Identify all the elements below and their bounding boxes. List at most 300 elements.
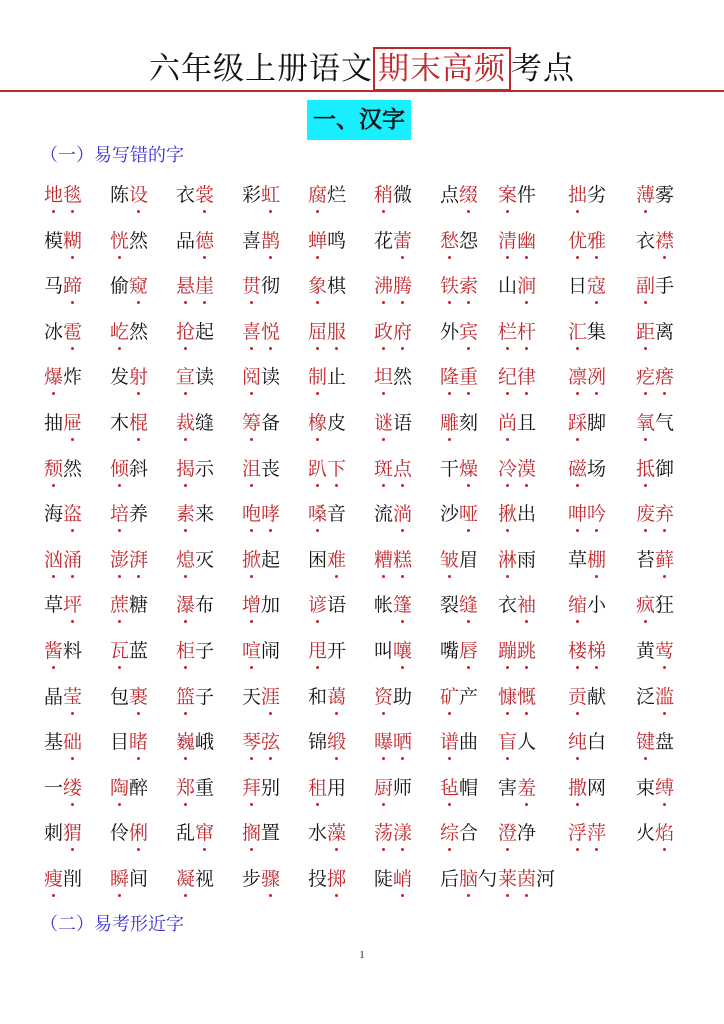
character: 备 bbox=[261, 411, 281, 434]
character: 止 bbox=[327, 366, 347, 389]
word-item bbox=[636, 222, 674, 260]
character: 然 bbox=[63, 457, 83, 480]
key-character: 窜 bbox=[195, 814, 214, 852]
key-character: 坦 bbox=[374, 358, 393, 396]
word-item bbox=[636, 769, 674, 807]
character: 读 bbox=[261, 366, 281, 389]
word-item bbox=[308, 586, 346, 624]
character: 河 bbox=[536, 867, 556, 890]
word-item bbox=[308, 860, 346, 898]
word-item bbox=[110, 860, 148, 898]
key-character: 尚 bbox=[498, 404, 517, 442]
key-character: 贡 bbox=[568, 678, 587, 716]
key-character: 优 bbox=[568, 222, 587, 260]
character: 场 bbox=[587, 457, 607, 480]
word-item bbox=[374, 267, 412, 305]
key-character: 莹 bbox=[63, 678, 82, 716]
key-character: 跳 bbox=[517, 632, 536, 670]
word-item bbox=[374, 586, 412, 624]
character: 天 bbox=[242, 685, 262, 708]
word-item bbox=[308, 814, 346, 852]
key-character: 倾 bbox=[110, 450, 129, 488]
character: 气 bbox=[655, 411, 675, 434]
character: 点 bbox=[440, 184, 460, 206]
word-grid bbox=[44, 176, 724, 906]
key-character: 纯 bbox=[568, 723, 587, 761]
word-item bbox=[374, 814, 412, 852]
key-character: 糟 bbox=[374, 541, 393, 579]
key-character: 稍 bbox=[374, 176, 393, 214]
word-row bbox=[44, 313, 724, 359]
character: 发 bbox=[110, 366, 130, 389]
word-item bbox=[176, 860, 214, 898]
key-character: 漠 bbox=[517, 450, 536, 488]
character: 衣 bbox=[636, 229, 656, 252]
title-part-1: 六年级上册语文 bbox=[149, 51, 373, 87]
word-item bbox=[242, 632, 280, 670]
word-item bbox=[242, 495, 280, 533]
key-character: 抵 bbox=[636, 450, 655, 488]
key-character: 瞬 bbox=[110, 860, 129, 898]
key-character: 盲 bbox=[498, 723, 517, 761]
character: 喜 bbox=[242, 229, 262, 252]
character: 网 bbox=[587, 776, 607, 799]
key-character: 甩 bbox=[308, 632, 327, 670]
word-item bbox=[568, 450, 606, 488]
word-item bbox=[44, 313, 82, 351]
word-item bbox=[44, 632, 82, 670]
word-item bbox=[44, 176, 82, 214]
word-item bbox=[176, 404, 214, 442]
word-item bbox=[374, 723, 412, 761]
word-item bbox=[440, 814, 478, 852]
key-character: 踩 bbox=[568, 404, 587, 442]
key-character: 萍 bbox=[587, 814, 606, 852]
character: 乱 bbox=[176, 822, 196, 845]
word-item bbox=[568, 814, 606, 852]
word-item bbox=[110, 358, 148, 396]
key-character: 腐 bbox=[308, 176, 327, 214]
key-character: 射 bbox=[129, 358, 148, 396]
word-item bbox=[636, 404, 674, 442]
character: 且 bbox=[517, 411, 537, 434]
word-item bbox=[110, 267, 148, 305]
key-character: 缝 bbox=[459, 586, 478, 624]
word-item bbox=[44, 222, 82, 260]
key-character: 脑 bbox=[459, 860, 478, 898]
character: 合 bbox=[459, 822, 479, 845]
key-character: 皱 bbox=[440, 541, 459, 579]
word-item bbox=[498, 222, 536, 260]
word-item bbox=[242, 404, 280, 442]
word-item bbox=[568, 176, 606, 214]
word-item bbox=[110, 495, 148, 533]
word-item bbox=[440, 860, 497, 898]
character: 助 bbox=[393, 685, 413, 708]
character: 重 bbox=[195, 776, 215, 799]
word-item bbox=[374, 769, 412, 807]
character: 曲 bbox=[459, 731, 479, 754]
word-item bbox=[636, 176, 674, 214]
word-item bbox=[176, 814, 214, 852]
key-character: 杆 bbox=[517, 313, 536, 351]
key-character: 熄 bbox=[176, 541, 195, 579]
title-underline bbox=[0, 90, 724, 92]
character: 丧 bbox=[261, 457, 281, 480]
word-row bbox=[44, 769, 724, 815]
key-character: 吟 bbox=[587, 495, 606, 533]
character: 产 bbox=[459, 685, 479, 708]
key-character: 屹 bbox=[110, 313, 129, 351]
key-character: 雕 bbox=[440, 404, 459, 442]
word-item bbox=[176, 586, 214, 624]
word-item bbox=[242, 176, 280, 214]
character: 语 bbox=[393, 411, 413, 434]
key-character: 幽 bbox=[517, 222, 536, 260]
character: 间 bbox=[129, 867, 149, 890]
character: 雨 bbox=[517, 548, 537, 571]
word-item bbox=[110, 769, 148, 807]
character: 料 bbox=[63, 639, 83, 662]
key-character: 寇 bbox=[587, 267, 606, 305]
key-character: 俐 bbox=[129, 814, 148, 852]
word-item bbox=[176, 222, 214, 260]
word-item bbox=[44, 358, 82, 396]
character: 微 bbox=[393, 184, 413, 206]
key-character: 哑 bbox=[459, 495, 478, 533]
character: 彻 bbox=[261, 275, 281, 298]
word-item bbox=[110, 176, 148, 214]
key-character: 悦 bbox=[261, 313, 280, 351]
key-character: 哮 bbox=[261, 495, 280, 533]
word-item bbox=[242, 222, 280, 260]
character: 烂 bbox=[327, 184, 347, 206]
key-character: 爆 bbox=[44, 358, 63, 396]
key-character: 涧 bbox=[517, 267, 536, 305]
word-item bbox=[440, 404, 478, 442]
key-character: 撒 bbox=[568, 769, 587, 807]
character: 基 bbox=[44, 731, 64, 754]
word-item bbox=[440, 541, 478, 579]
key-character: 篷 bbox=[393, 586, 412, 624]
key-character: 废 bbox=[636, 495, 655, 533]
key-character: 揭 bbox=[176, 450, 195, 488]
character: 炸 bbox=[63, 366, 83, 389]
character: 白 bbox=[587, 731, 607, 754]
page-title bbox=[0, 46, 724, 92]
key-character: 服 bbox=[327, 313, 346, 351]
key-character: 喜 bbox=[242, 313, 261, 351]
key-character: 谚 bbox=[308, 586, 327, 624]
word-item bbox=[636, 632, 674, 670]
page-number: 1 bbox=[359, 950, 365, 961]
character: 晶 bbox=[44, 685, 64, 708]
character: 后 bbox=[440, 867, 460, 890]
word-item bbox=[44, 404, 82, 442]
word-item bbox=[440, 313, 478, 351]
word-item bbox=[440, 267, 478, 305]
key-character: 副 bbox=[636, 267, 655, 305]
key-character: 淌 bbox=[393, 495, 412, 533]
character: 糖 bbox=[129, 594, 149, 617]
word-item bbox=[176, 358, 214, 396]
character: 棋 bbox=[327, 275, 347, 298]
key-character: 贯 bbox=[242, 267, 261, 305]
word-item bbox=[176, 313, 214, 351]
word-item bbox=[110, 450, 148, 488]
character: 灭 bbox=[195, 548, 215, 571]
word-row bbox=[44, 450, 724, 496]
character: 布 bbox=[195, 594, 215, 617]
key-character: 瘦 bbox=[44, 860, 63, 898]
character: 峨 bbox=[195, 731, 215, 754]
word-item bbox=[498, 404, 536, 442]
key-character: 猬 bbox=[63, 814, 82, 852]
word-item bbox=[308, 769, 346, 807]
word-item bbox=[44, 450, 82, 488]
key-character: 矿 bbox=[440, 678, 459, 716]
word-item bbox=[308, 632, 346, 670]
word-item bbox=[498, 495, 536, 533]
key-character: 骤 bbox=[261, 860, 280, 898]
key-character: 郑 bbox=[176, 769, 195, 807]
key-character: 盗 bbox=[63, 495, 82, 533]
key-character: 崖 bbox=[195, 267, 214, 305]
key-character: 素 bbox=[176, 495, 195, 533]
key-character: 增 bbox=[242, 586, 261, 624]
word-item bbox=[44, 814, 82, 852]
key-character: 瓦 bbox=[110, 632, 129, 670]
word-row bbox=[44, 222, 724, 268]
key-character: 搁 bbox=[242, 814, 261, 852]
word-item bbox=[374, 404, 412, 442]
key-character: 巍 bbox=[176, 723, 195, 761]
character: 衣 bbox=[498, 594, 518, 617]
word-item bbox=[308, 267, 346, 305]
character: 小 bbox=[587, 594, 607, 617]
key-character: 宾 bbox=[459, 313, 478, 351]
key-character: 筹 bbox=[242, 404, 261, 442]
subsection-heading-1: （一）易写错的字 bbox=[40, 145, 184, 166]
word-item bbox=[636, 267, 674, 305]
word-item bbox=[636, 313, 674, 351]
character: 净 bbox=[517, 822, 537, 845]
key-character: 政 bbox=[374, 313, 393, 351]
key-character: 蹦 bbox=[498, 632, 517, 670]
character: 养 bbox=[129, 503, 149, 526]
character: 抽 bbox=[44, 411, 64, 434]
key-character: 抢 bbox=[176, 313, 195, 351]
character: 闹 bbox=[261, 639, 281, 662]
key-character: 冽 bbox=[587, 358, 606, 396]
word-item bbox=[44, 860, 82, 898]
key-character: 谱 bbox=[440, 723, 459, 761]
character: 困 bbox=[308, 548, 328, 571]
word-item bbox=[308, 723, 346, 761]
key-character: 燥 bbox=[459, 450, 478, 488]
word-item bbox=[498, 586, 536, 624]
key-character: 清 bbox=[498, 222, 517, 260]
word-item bbox=[374, 313, 412, 351]
character: 帽 bbox=[459, 776, 479, 799]
key-character: 距 bbox=[636, 313, 655, 351]
word-item bbox=[242, 723, 280, 761]
key-character: 窥 bbox=[129, 267, 148, 305]
key-character: 裳 bbox=[195, 176, 214, 214]
word-row bbox=[44, 495, 724, 541]
key-character: 荡 bbox=[374, 814, 393, 852]
key-character: 楼 bbox=[568, 632, 587, 670]
character: 用 bbox=[327, 776, 347, 799]
word-item bbox=[568, 632, 606, 670]
key-character: 冷 bbox=[498, 450, 517, 488]
word-row bbox=[44, 176, 724, 222]
word-item bbox=[308, 495, 346, 533]
word-item bbox=[242, 541, 280, 579]
character: 音 bbox=[327, 503, 347, 526]
key-character: 蔗 bbox=[110, 586, 129, 624]
key-character: 凛 bbox=[568, 358, 587, 396]
character: 读 bbox=[195, 366, 215, 389]
key-character: 毯 bbox=[63, 176, 82, 214]
word-item bbox=[440, 632, 478, 670]
character: 苔 bbox=[636, 548, 656, 571]
character: 子 bbox=[195, 639, 215, 662]
word-item bbox=[568, 723, 606, 761]
word-item bbox=[498, 632, 536, 670]
key-character: 地 bbox=[44, 176, 63, 214]
key-character: 沮 bbox=[242, 450, 261, 488]
key-character: 柜 bbox=[176, 632, 195, 670]
character: 害 bbox=[498, 776, 518, 799]
key-character: 揪 bbox=[498, 495, 517, 533]
character: 别 bbox=[261, 776, 281, 799]
key-character: 下 bbox=[327, 450, 346, 488]
key-character: 坪 bbox=[63, 586, 82, 624]
key-character: 培 bbox=[110, 495, 129, 533]
key-character: 谜 bbox=[374, 404, 393, 442]
character: 陡 bbox=[374, 867, 394, 890]
character: 嘴 bbox=[440, 639, 460, 662]
word-item bbox=[498, 358, 536, 396]
key-character: 蕾 bbox=[393, 222, 412, 260]
key-character: 缎 bbox=[327, 723, 346, 761]
word-row bbox=[44, 404, 724, 450]
key-character: 缩 bbox=[568, 586, 587, 624]
key-character: 蔼 bbox=[327, 678, 346, 716]
character: 和 bbox=[308, 685, 328, 708]
key-character: 拙 bbox=[568, 176, 587, 214]
key-character: 雅 bbox=[587, 222, 606, 260]
key-character: 租 bbox=[308, 769, 327, 807]
word-item bbox=[568, 404, 606, 442]
title-part-2: 考点 bbox=[511, 51, 575, 87]
character: 步 bbox=[242, 867, 262, 890]
key-character: 莱 bbox=[498, 860, 517, 898]
word-row bbox=[44, 814, 724, 860]
word-item bbox=[308, 358, 346, 396]
character: 然 bbox=[129, 320, 149, 343]
word-item bbox=[176, 495, 214, 533]
word-item bbox=[440, 358, 478, 396]
key-character: 藓 bbox=[655, 541, 674, 579]
word-row bbox=[44, 541, 724, 587]
character: 彩 bbox=[242, 184, 262, 206]
word-item bbox=[374, 541, 412, 579]
word-row bbox=[44, 723, 724, 769]
word-item bbox=[110, 541, 148, 579]
key-character: 屈 bbox=[308, 313, 327, 351]
key-character: 漾 bbox=[393, 814, 412, 852]
character: 偷 bbox=[110, 275, 130, 298]
key-character: 缀 bbox=[459, 176, 478, 214]
character: 冰 bbox=[44, 320, 64, 343]
word-item bbox=[242, 313, 280, 351]
key-character: 阅 bbox=[242, 358, 261, 396]
word-item bbox=[636, 495, 674, 533]
word-item bbox=[242, 358, 280, 396]
key-character: 喧 bbox=[242, 632, 261, 670]
key-character: 制 bbox=[308, 358, 327, 396]
key-character: 德 bbox=[195, 222, 214, 260]
character: 包 bbox=[110, 685, 130, 708]
key-character: 棍 bbox=[129, 404, 148, 442]
key-character: 橡 bbox=[308, 404, 327, 442]
key-character: 薄 bbox=[636, 176, 655, 214]
word-item bbox=[110, 404, 148, 442]
word-item bbox=[242, 814, 280, 852]
character: 木 bbox=[110, 411, 130, 434]
word-item bbox=[440, 769, 478, 807]
title-highlight-box: 期末高频 bbox=[373, 47, 511, 91]
key-character: 曝 bbox=[374, 723, 393, 761]
word-item bbox=[568, 586, 606, 624]
character: 起 bbox=[261, 548, 281, 571]
key-character: 纪 bbox=[498, 358, 517, 396]
key-character: 汹 bbox=[44, 541, 63, 579]
character: 削 bbox=[63, 867, 83, 890]
word-item bbox=[440, 723, 478, 761]
word-item bbox=[110, 586, 148, 624]
key-character: 梯 bbox=[587, 632, 606, 670]
key-character: 难 bbox=[327, 541, 346, 579]
key-character: 键 bbox=[636, 723, 655, 761]
character: 御 bbox=[655, 457, 675, 480]
character: 衣 bbox=[176, 184, 196, 206]
character: 水 bbox=[308, 822, 328, 845]
word-item bbox=[44, 495, 82, 533]
character: 然 bbox=[129, 229, 149, 252]
key-character: 弦 bbox=[261, 723, 280, 761]
key-character: 嗓 bbox=[308, 495, 327, 533]
word-item bbox=[374, 176, 412, 214]
key-character: 疙 bbox=[636, 358, 655, 396]
character: 蓝 bbox=[129, 639, 149, 662]
character: 出 bbox=[517, 503, 537, 526]
word-item bbox=[498, 313, 536, 351]
key-character: 酱 bbox=[44, 632, 63, 670]
word-item bbox=[308, 450, 346, 488]
character: 劣 bbox=[587, 184, 607, 206]
key-character: 律 bbox=[517, 358, 536, 396]
word-item bbox=[308, 176, 346, 214]
key-character: 羞 bbox=[517, 769, 536, 807]
key-character: 府 bbox=[393, 313, 412, 351]
word-item bbox=[44, 541, 82, 579]
word-row bbox=[44, 632, 724, 678]
section-heading: 一、汉字 bbox=[307, 100, 411, 140]
character: 集 bbox=[587, 320, 607, 343]
